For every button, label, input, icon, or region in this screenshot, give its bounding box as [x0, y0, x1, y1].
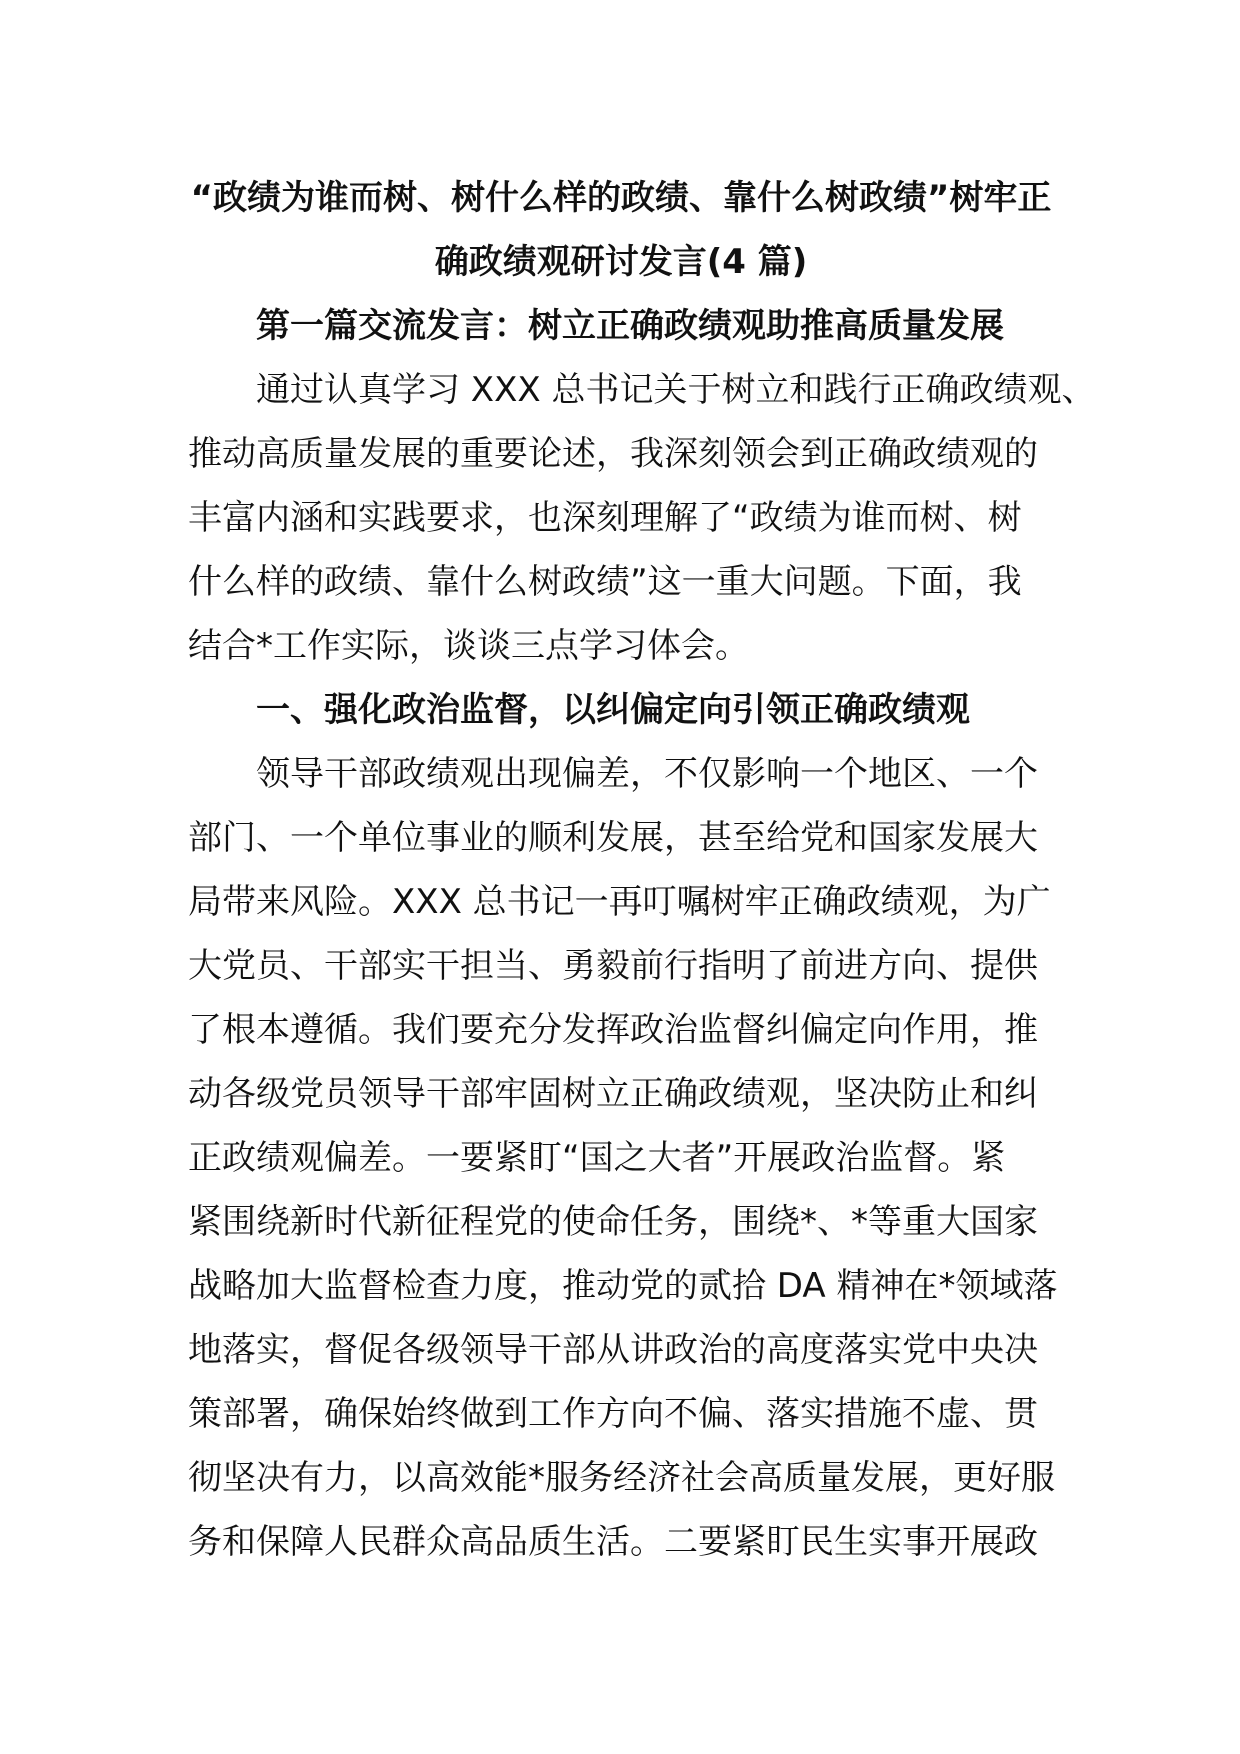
paragraph-section1	[188, 742, 1058, 1574]
paragraph-line: 结合*工作实际，谈谈三点学习体会。	[188, 626, 749, 666]
paragraph-line: 领导干部政绩观出现偏差，不仅影响一个地区、一个	[256, 754, 1038, 794]
paragraph-line: 紧围绕新时代新征程党的使命任务，围绕*、*等重大国家	[188, 1202, 1038, 1242]
paragraph-line: 了根本遵循。我们要充分发挥政治监督纠偏定向作用，推	[188, 1010, 1038, 1050]
paragraph-line: 战略加大监督检查力度，推动党的贰拾 DA 精神在*领域落	[188, 1266, 1058, 1306]
document-subtitle: 第一篇交流发言：树立正确政绩观助推高质量发展	[256, 306, 1004, 346]
paragraph-line: 大党员、干部实干担当、勇毅前行指明了前进方向、提供	[188, 946, 1038, 986]
paragraph-line: 丰富内涵和实践要求，也深刻理解了“政绩为谁而树、树	[188, 498, 1022, 538]
paragraph-line: 彻坚决有力，以高效能*服务经济社会高质量发展，更好服	[188, 1458, 1055, 1498]
document-title	[188, 166, 1054, 294]
paragraph-line: 正政绩观偏差。一要紧盯“国之大者”开展政治监督。紧	[188, 1138, 1006, 1178]
paragraph-intro	[188, 358, 1096, 678]
paragraph-line: 通过认真学习 XXX 总书记关于树立和践行正确政绩观、	[256, 370, 1096, 410]
paragraph-line: 地落实，督促各级领导干部从讲政治的高度落实党中央决	[188, 1330, 1038, 1370]
paragraph-line: 局带来风险。XXX 总书记一再叮嘱树牢正确政绩观，为广	[188, 882, 1051, 922]
section-heading: 一、强化政治监督，以纠偏定向引领正确政绩观	[256, 690, 970, 730]
paragraph-line: 动各级党员领导干部牢固树立正确政绩观，坚决防止和纠	[188, 1074, 1038, 1114]
paragraph-line: 部门、一个单位事业的顺利发展，甚至给党和国家发展大	[188, 818, 1038, 858]
paragraph-line: 策部署，确保始终做到工作方向不偏、落实措施不虚、贯	[188, 1394, 1038, 1434]
title-line: “政绩为谁而树、树什么样的政绩、靠什么树政绩”树牢正	[190, 178, 1052, 218]
paragraph-line: 务和保障人民群众高品质生活。二要紧盯民生实事开展政	[188, 1522, 1038, 1562]
paragraph-line: 什么样的政绩、靠什么树政绩”这一重大问题。下面，我	[188, 562, 1022, 602]
paragraph-line: 推动高质量发展的重要论述，我深刻领会到正确政绩观的	[188, 434, 1038, 474]
title-line: 确政绩观研讨发言(4 篇)	[434, 242, 808, 282]
document-body	[188, 166, 1096, 1574]
